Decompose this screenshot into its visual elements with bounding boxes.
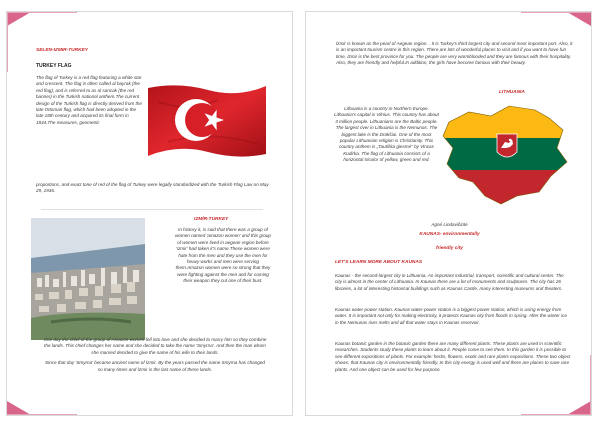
lithuania-flag-map: [439, 100, 571, 210]
flag-paragraph: The flag of Turkey is a red flag featuring a white star and crescent. The flag is often called al bayrak (the red flag), and is referred to as al sancak (the red banner) in the Turkish national anthem.The current design of the Turkish flag is directly derived from the late Ottoman flag, which had been adopted in the late 18th century and acquired its final form in 1844.The measures, geometric: [36, 75, 142, 125]
izmir-story: [43, 337, 267, 373]
learn-heading: LET'S LEARN MORE ABOUT KAUNAS: [335, 260, 423, 265]
kaunas-subheading: friendly city: [436, 246, 463, 251]
flag-paragraph-continued: proportions, and exact tone of red of the flag of Turkey were legally standardized with the Turkish Flag Law on May 29, 1936.: [36, 182, 269, 194]
lithuania-heading: LITHUANIA: [499, 90, 525, 95]
kaunas-heading: KAUNAS- environmentally: [419, 232, 480, 237]
corner-line: [7, 12, 77, 13]
kaunas-paragraph: Kaunas - the second-largest city in Lithuania. An important industrial, transport, scientific and cultural center. The city is almost in the center of Lithuania. In Kaunas there are a lot of monuments and sculptures. The city has 26 libraries, a lot of interesting historical buildings such as Kaunas Castle, many interesting museums and theaters.: [335, 273, 564, 291]
corner-line: [521, 414, 591, 415]
right-page: [305, 11, 592, 416]
corner-decoration: [7, 12, 31, 26]
botanic-garden-paragraph: Kaunas botanic garden in the botanic garden there are many different plants. These plants are used in scientific researches. Students study these plants to learn about it. People come to see them. In this garden it is possible to see different expositions of plants. For example: herbs, flowers, exotic and rare plants expositions. These two object shows, that Kaunas city is environmentally friendly. In this city energy is used well and there are places to save rare plants. And one object can be used for few purpose.: [335, 341, 571, 372]
lithuania-paragraph: Lithuania is a country in Northern Europe. Lithuania's capital is Vilnius. This country has about 3 million people. Lithuanians are the Baltic people. The largest river in Lithuania is the Nemunas. The biggest lake is the Drūkšiai. One of the most popular Lithuanian religion is Christianity. This country anthem is „Tautiška giesmė" by Vincas Kudirka. The flag of Lithuania consists of a horizontal tricolor of yellow, green and red.: [334, 106, 439, 163]
divider: [41, 209, 263, 210]
corner-line: [521, 12, 591, 13]
corner-decoration: [567, 401, 591, 415]
corner-line: [7, 414, 77, 415]
izmir-city-photo: [31, 218, 145, 340]
izmir-paragraph: In history it, is said that there was a group of women named 'amazon women' and this group of women were lived in aegean region before 'izmir' had taken it's name.These women were hate from the men and they use the men for heavy works and men were serving them.Amazon women were so strong that they were fighting against the men and for coming their weapon they cut one of their bust.: [175, 227, 271, 284]
corner-decoration: [7, 401, 31, 415]
izmir-heading: IZMİR-TURKEY: [194, 217, 229, 222]
vytis-coat-icon: [497, 134, 517, 157]
left-page: [6, 11, 293, 416]
izmir-paragraph-continued: One day the chief of the group of Amazon women fell into love and she decided to marry him so they combine the lands. This chief changes her name and she decided to take the name 'Smyrna'. And then the man whom she married decided to give the name of his wife to their lands.: [43, 337, 267, 355]
izmir-description: İzmir is known as the pearl of Aegean region. . It is Turkey's third largest city and second most important port. Also, it is an important tourism centre in this region. There are lots of wonderful places to visit and if you want to have fun time, İzmir is the best province for you. The people are very warmblooded and they are famous with their hospitality. Also, they are friendly and helpful.In addition, the girls have become famous with their beauty.: [336, 41, 573, 66]
izmir-paragraph-last: Since that day 'Smyrna' became ancient name of İzmir. By the years passed the name Smyrna has changed so many times and İzmir is the last name of these lands.: [45, 360, 265, 372]
corner-line: [590, 355, 591, 415]
turkey-flag-image: [148, 82, 266, 158]
author-name: Agné Lindavičiūtė: [431, 222, 468, 227]
turkey-flag-title: TURKEY FLAG: [36, 63, 72, 69]
corner-line: [7, 12, 8, 72]
water-power-paragraph: Kaunas water-power station. Kaunas water-power station is a biggest power station, which is using energy from water. It is important not only for making electricity, it protects Kaunas city from floods in spring. After the winter ice in the Nemunas river melts and all that water stays in Kaunas reservoir.: [335, 307, 567, 325]
page-heading: SELEN-IZMIR-TURKEY: [36, 48, 88, 53]
corner-decoration: [567, 12, 591, 26]
